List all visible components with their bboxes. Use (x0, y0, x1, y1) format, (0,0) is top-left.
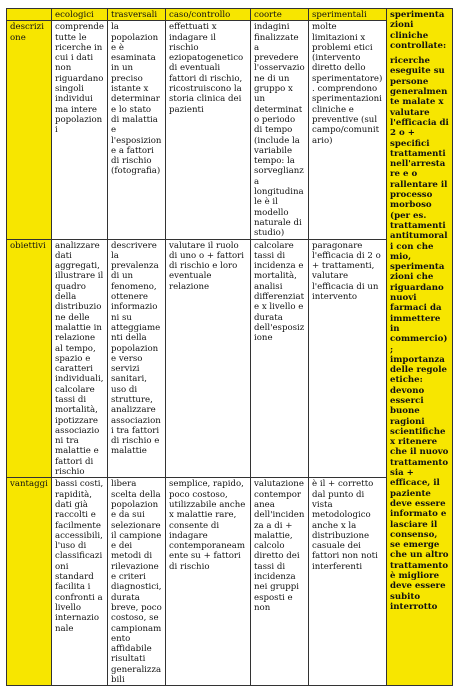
header-sperimentali: sperimentali (309, 9, 387, 21)
side-note-title: sperimentazioni cliniche controllate: (390, 10, 447, 51)
header-row (7, 9, 453, 21)
header-ecologici: ecologici (52, 9, 108, 21)
header-trasversali: trasversali (108, 9, 166, 21)
cell-obiettivi-ecologici: analizzare dati aggregati, illustrare il quadro della distribuzione delle malattie in relazione al tempo, spazio e caratteri individuali, calcolare tassi di mortalità, ipotizzare associazioni tra malattie e fattori di rischio (52, 239, 108, 478)
cell-vantaggi-caso-controllo: semplice, rapido, poco costoso, utilizzabile anche x malattie rare, consente di indagare contemporaneamente su + fattori di rischio (166, 478, 251, 686)
row-label-obiettivi: obiettivi (7, 239, 52, 478)
cell-descrizione-sperimentali: molte limitazioni x problemi etici (intervento diretto dello sperimentatore). comprendono sperimentazioni cliniche e preventive (sul campo/comunitario) (309, 21, 387, 239)
cell-descrizione-trasversali: la popolazione è esaminata in un preciso istante x determinare lo stato di malattia e l'esposizione a fattori di rischio (fotografia) (108, 21, 166, 239)
cell-descrizione-coorte: indagini finalizzate a prevedere l'osservazione di un gruppo x un determinato periodo di tempo (include la variabile tempo: la sorveglianza longitudinale è il modello naturale di studio) (251, 21, 309, 239)
row-label-vantaggi: vantaggi (7, 478, 52, 686)
cell-descrizione-caso-controllo: effettuati x indagare il rischio eziopatogenetico di eventuali fattori di rischio, ricostruiscono la storia clinica dei pazienti (166, 21, 251, 239)
cell-vantaggi-sperimentali: è il + corretto dal punto di vista metodologico anche x la distribuzione casuale dei fattori non noti interferenti (309, 478, 387, 686)
header-caso-controllo: caso/controllo (166, 9, 251, 21)
header-coorte: coorte (251, 9, 309, 21)
header-corner (7, 9, 52, 21)
side-note-body: ricerche eseguite su persone generalmente malate x valutare l'efficacia di 2 o + specifici trattamenti nell'arrestare e o rallentare il processo morboso (per es. trattamenti antitumorali con che mio, sperimentazioni che riguardano nuovi farmaci da immettere in commercio); importanza delle regole etiche: devono esserci buone ragioni scientifiche x ritenere che il nuovo trattamento sia + efficace, il paziente deve essere informato e lasciare il consenso, se emerge che un altro trattamento è migliore deve essere subito interrotto (390, 56, 449, 612)
cell-vantaggi-coorte: valutazione contemporanea dell'incidenza a di + malattie, calcolo diretto dei tassi di incidenza nei gruppi esposti e non (251, 478, 309, 686)
row-label-descrizione: descrizione (7, 21, 52, 239)
cell-descrizione-ecologici: comprende tutte le ricerche in cui i dati non riguardano singoli individui ma intere popolazioni (52, 21, 108, 239)
epidemiology-study-table (6, 8, 453, 686)
table-row-vantaggi (7, 478, 453, 686)
side-note (387, 9, 453, 686)
cell-obiettivi-coorte: calcolare tassi di incidenza e mortalità, analisi differenziate x livello e durata dell'esposizione (251, 239, 309, 478)
cell-vantaggi-ecologici: bassi costi, rapidità, dati già raccolti e facilmente accessibili, l'uso di classificazioni standard facilita i confronti a livello internazionale (52, 478, 108, 686)
cell-vantaggi-trasversali: libera scelta della popolazione da sui selezionare il campione e dei metodi di rilevazione e criteri diagnostici, durata breve, poco costoso, se campionamento affidabile risultati generalizzabili (108, 478, 166, 686)
table-row-obiettivi (7, 239, 453, 478)
cell-obiettivi-caso-controllo: valutare il ruolo di uno o + fattori di rischio e loro eventuale relazione (166, 239, 251, 478)
table-row-descrizione (7, 21, 453, 239)
cell-obiettivi-trasversali: descrivere la prevalenza di un fenomeno, ottenere informazioni su atteggiamenti della popolazione verso servizi sanitari, uso di strutture, analizzare associazioni tra fattori di rischio e malattie (108, 239, 166, 478)
cell-obiettivi-sperimentali: paragonare l'efficacia di 2 o + trattamenti, valutare l'efficacia di un intervento (309, 239, 387, 478)
